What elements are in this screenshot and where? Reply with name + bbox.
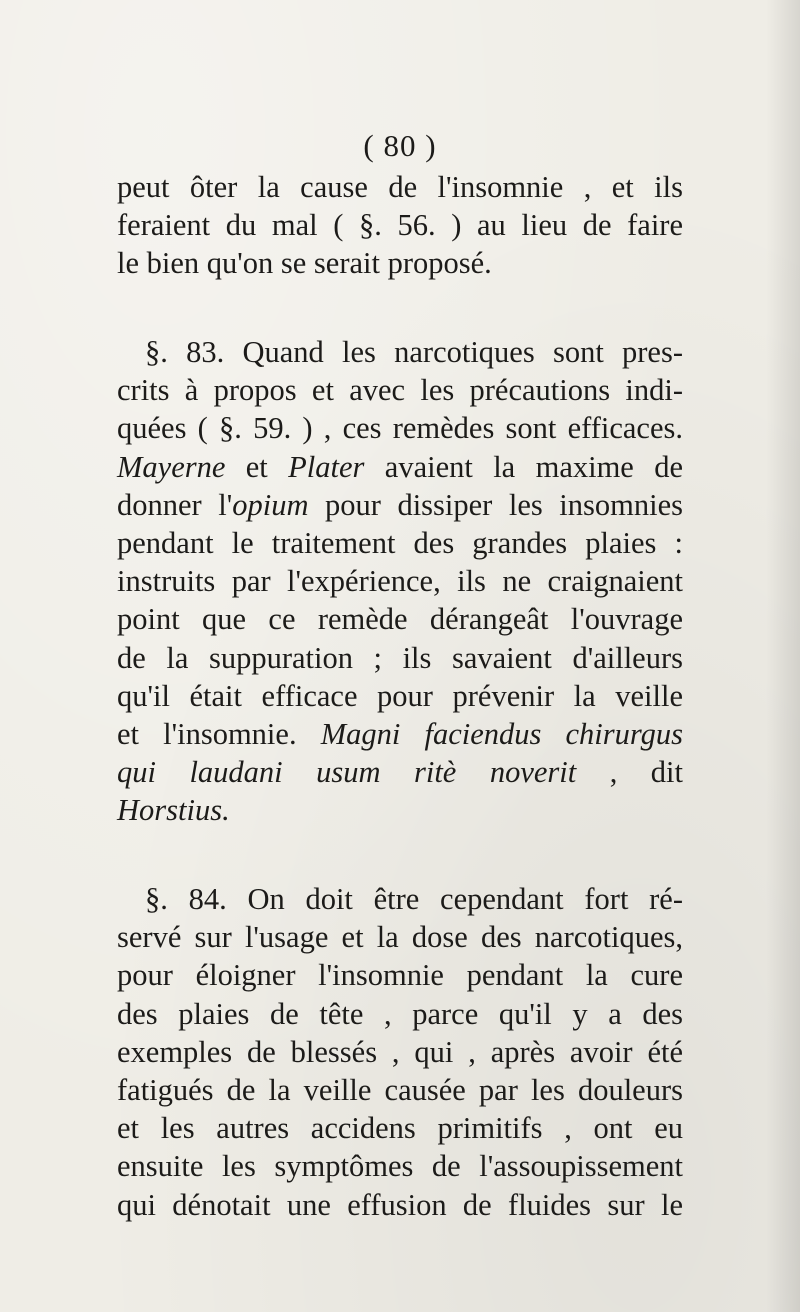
page-number: ( 80 ) — [363, 128, 437, 163]
text-line-mixed — [117, 791, 683, 829]
text-line: le bien qu'on se serait proposé. — [117, 246, 492, 281]
text-line: et les autres accidens primitifs , ont eu — [117, 1111, 683, 1146]
text-line-mixed — [117, 753, 683, 791]
text-line: instruits par l'expérience, ils ne craignaient — [117, 564, 683, 599]
text-line: quées ( §. 59. ) , ces remèdes sont efficaces. — [117, 411, 683, 446]
conjunction: et — [245, 449, 268, 484]
text-line: peut ôter la cause de l'insomnie , et ils — [117, 170, 683, 204]
text-line: qu'il était efficace pour prévenir la veille — [117, 678, 683, 713]
text-line: exemples de blessés , qui , après avoir été — [117, 1034, 683, 1069]
paragraph-continuation — [117, 168, 683, 283]
text-line-mixed — [117, 448, 683, 486]
text-line: qui dénotait une effusion de fluides sur le — [117, 1187, 683, 1222]
text-line: de la suppuration ; ils savaient d'ailleurs — [117, 640, 683, 675]
paragraph-84 — [117, 880, 683, 1224]
text-fragment: et l'insomnie. — [117, 717, 297, 752]
author-name: Mayerne — [117, 449, 226, 484]
text-line: des plaies de tête , parce qu'il y a des — [117, 996, 683, 1031]
page-edge-shadow — [766, 0, 800, 1312]
text-line: §. 84. On doit être cependant fort ré- — [145, 882, 683, 916]
text-fragment: , dit — [609, 755, 683, 790]
paragraph-83 — [117, 333, 683, 830]
text-line: §. 83. Quand les narcotiques sont pres- — [145, 335, 683, 369]
text-fragment: avaient la maxime de — [384, 449, 684, 484]
text-line: servé sur l'usage et la dose des narcotiques, — [117, 920, 683, 955]
text-line: ensuite les symptômes de l'assoupissement — [117, 1149, 683, 1184]
text-line: pendant le traitement des grandes plaies : — [117, 526, 683, 561]
text-line-mixed — [117, 715, 683, 753]
text-line: point que ce remède dérangeât l'ouvrage — [117, 602, 683, 637]
text-line-mixed: donner l'opium pour dissiper les insomnies — [117, 487, 683, 522]
italic-word: opium — [232, 487, 309, 522]
text-line: pour éloigner l'insomnie pendant la cure — [117, 958, 683, 993]
author-name: Plater — [288, 449, 365, 484]
latin-quote: Magni faciendus chirurgus — [320, 717, 684, 752]
author-name: Horstius. — [117, 793, 230, 828]
latin-quote: qui laudani usum ritè noverit — [117, 755, 577, 790]
text-line: crits à propos et avec les précautions indi- — [117, 373, 683, 408]
text-line: fatigués de la veille causée par les douleurs — [117, 1073, 683, 1108]
text-line: feraient du mal ( §. 56. ) au lieu de faire — [117, 208, 683, 243]
